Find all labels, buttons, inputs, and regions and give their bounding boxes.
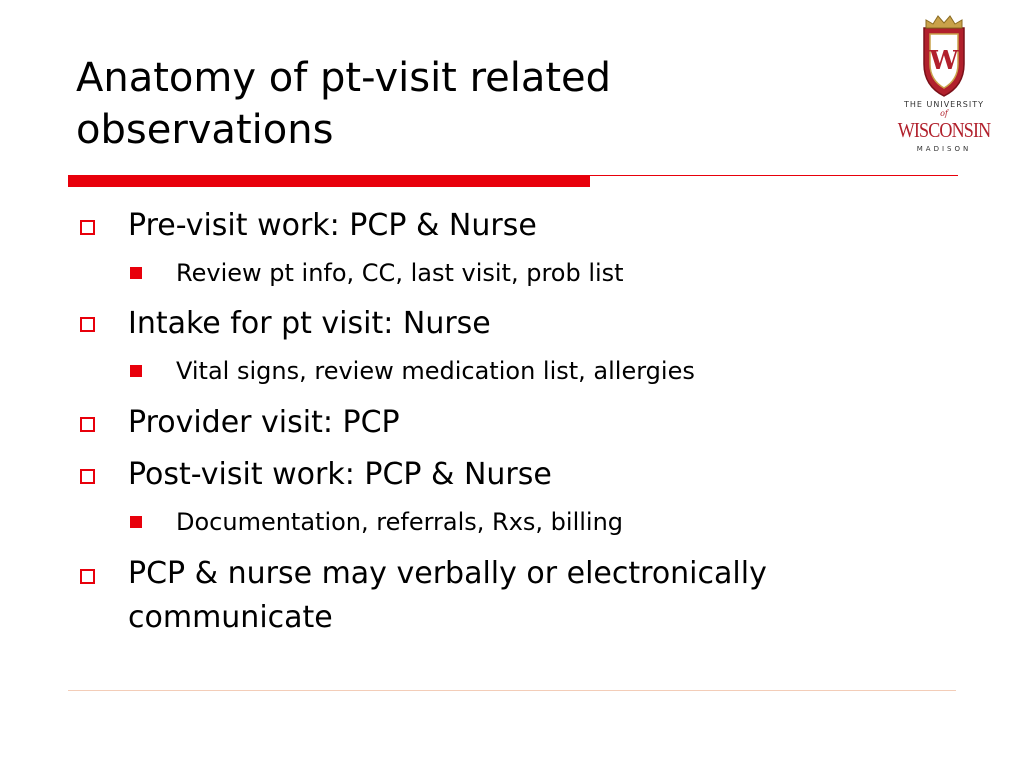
title-line-1: Anatomy of pt-visit related xyxy=(76,55,612,101)
hollow-square-bullet-icon xyxy=(80,220,95,235)
bullet-text-line-2: communicate xyxy=(128,600,333,635)
sub-bullet-text: Documentation, referrals, Rxs, billing xyxy=(176,508,624,536)
filled-square-bullet-icon xyxy=(130,365,142,377)
hollow-square-bullet-icon xyxy=(80,317,95,332)
logo-university-text: THE UNIVERSITY xyxy=(904,100,984,109)
bullet-text: Post-visit work: PCP & Nurse xyxy=(128,457,552,492)
title-line-2: observations xyxy=(76,107,334,153)
sub-bullet-text: Review pt info, CC, last visit, prob list xyxy=(176,259,624,287)
bullet-text-line-1: PCP & nurse may verbally or electronically xyxy=(128,556,767,591)
bullet-text: Pre-visit work: PCP & Nurse xyxy=(128,208,537,243)
bullet-text: Provider visit: PCP xyxy=(128,405,400,440)
logo-of-text: of xyxy=(940,109,948,118)
hollow-square-bullet-icon xyxy=(80,417,95,432)
footer-rule xyxy=(68,690,956,691)
crest-letter: W xyxy=(929,46,959,76)
sub-bullet-text: Vital signs, review medication list, allergies xyxy=(176,357,695,385)
filled-square-bullet-icon xyxy=(130,516,142,528)
hollow-square-bullet-icon xyxy=(80,569,95,584)
bullet-text xyxy=(128,552,767,640)
logo-wisconsin-text: WISCONSIN xyxy=(897,118,991,142)
hollow-square-bullet-icon xyxy=(80,469,95,484)
filled-square-bullet-icon xyxy=(130,267,142,279)
bullet-text: Intake for pt visit: Nurse xyxy=(128,306,491,341)
logo-madison-text: MADISON xyxy=(916,145,972,153)
